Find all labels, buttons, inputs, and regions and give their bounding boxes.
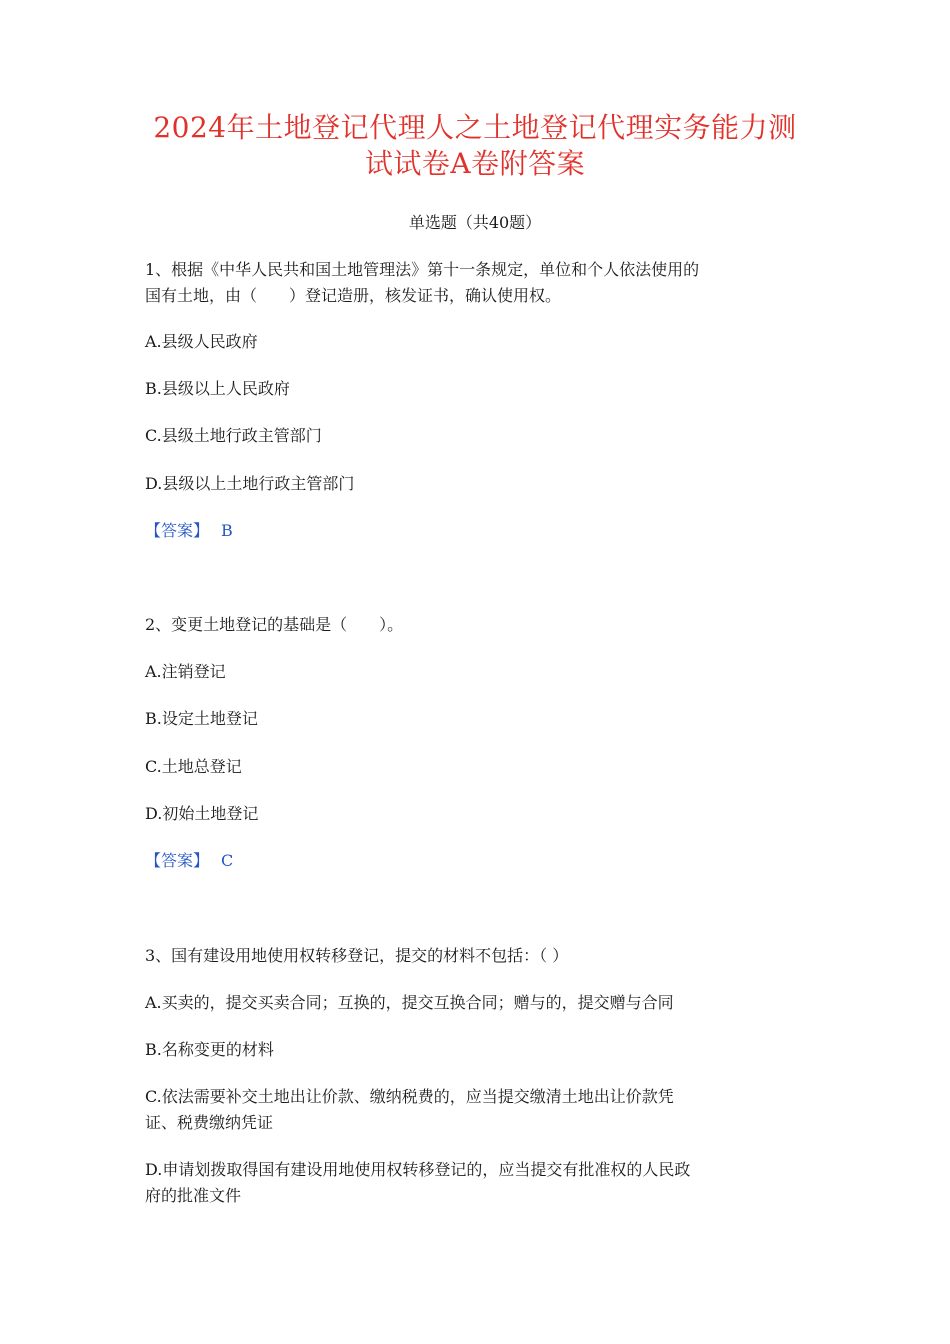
- q3-stem-line1: 3、国有建设用地使用权转移登记，提交的材料不包括：（ ）: [145, 946, 569, 965]
- q3-option-c-line1: C.依法需要补交土地出让价款、缴纳税费的，应当提交缴清土地出让价款凭: [145, 1087, 674, 1106]
- q3-option-a: A.买卖的，提交买卖合同；互换的，提交互换合同；赠与的，提交赠与合同: [145, 993, 674, 1012]
- q1-answer: [145, 518, 233, 544]
- q1-option-b: B.县级以上人民政府: [145, 379, 290, 398]
- q2-option-a: A.注销登记: [145, 662, 226, 681]
- q1-stem-line1: 1、根据《中华人民共和国土地管理法》第十一条规定，单位和个人依法使用的: [145, 260, 700, 279]
- q1-option-d: D.县级以上土地行政主管部门: [145, 474, 355, 493]
- q1-answer-label: 【答案】: [145, 521, 210, 540]
- q1-option-c: C.县级土地行政主管部门: [145, 426, 322, 445]
- q2-option-c: C.土地总登记: [145, 757, 242, 776]
- q3-option-d-line2: 府的批准文件: [145, 1186, 242, 1205]
- q2-option-b: B.设定土地登记: [145, 709, 258, 728]
- q2-answer-label: 【答案】: [145, 851, 210, 870]
- q1-answer-value: B: [221, 521, 233, 540]
- q3-option-c-line2: 证、税费缴纳凭证: [145, 1113, 274, 1132]
- q3-option-b: B.名称变更的材料: [145, 1040, 274, 1059]
- q2-answer-value: C: [221, 851, 234, 870]
- q3-option-d-line1: D.申请划拨取得国有建设用地使用权转移登记的，应当提交有批准权的人民政: [145, 1160, 691, 1179]
- q1-stem-line2: 国有土地，由（ ）登记造册，核发证书，确认使用权。: [145, 286, 562, 305]
- section-heading: 单选题（共40题）: [408, 213, 542, 232]
- q2-answer: [145, 848, 233, 874]
- q2-stem-line1: 2、变更土地登记的基础是（ ）。: [145, 615, 404, 634]
- document-title-line1: 2024年土地登记代理人之土地登记代理实务能力测: [153, 111, 797, 144]
- q2-option-d: D.初始土地登记: [145, 804, 259, 823]
- q1-option-a: A.县级人民政府: [145, 332, 258, 351]
- document-title-line2: 试试卷A卷附答案: [364, 147, 586, 180]
